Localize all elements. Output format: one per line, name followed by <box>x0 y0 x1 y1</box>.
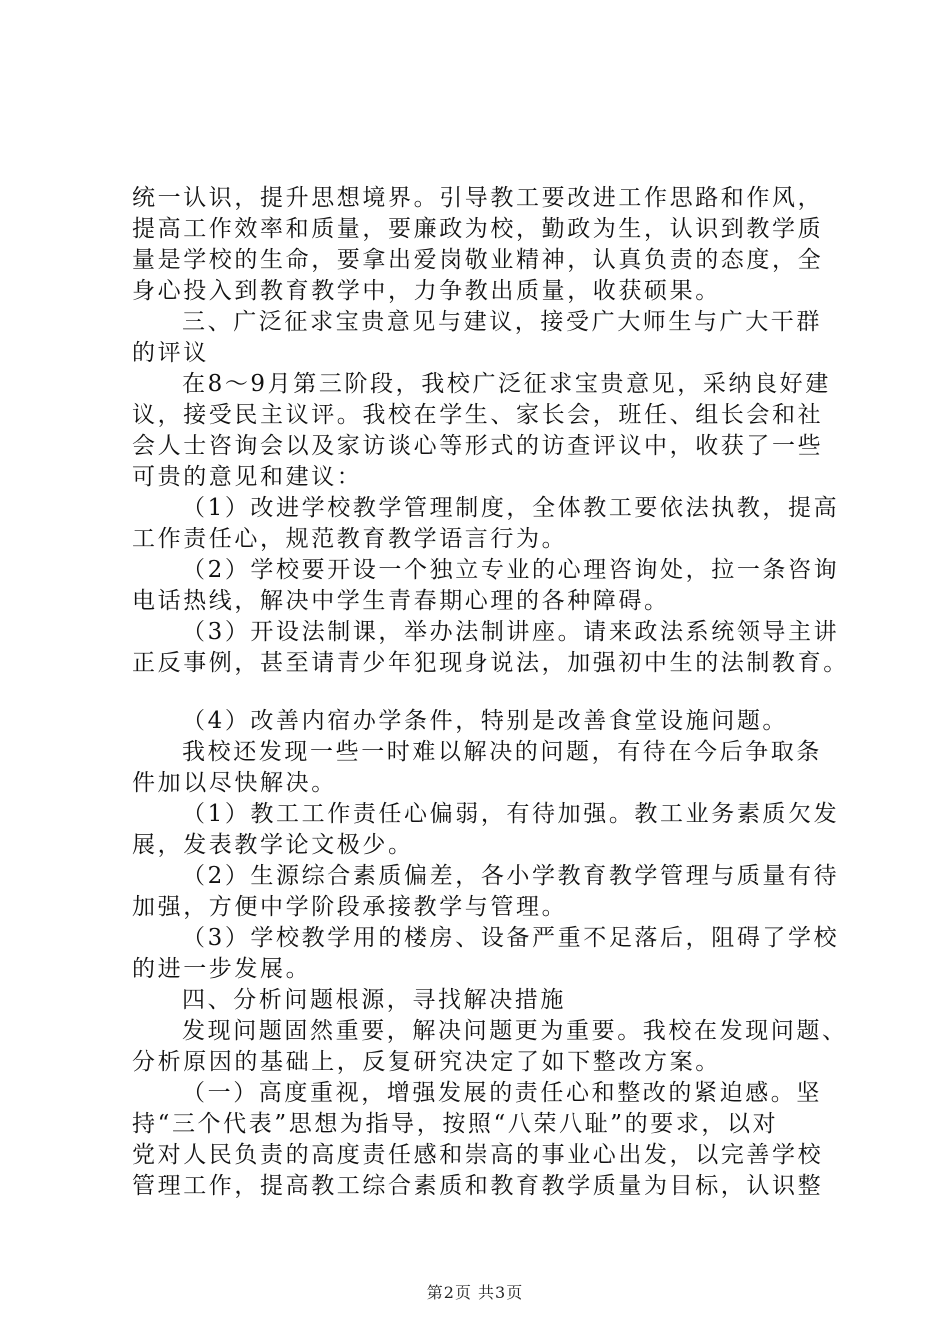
list-item-start: （3）开设法制课，举办法制讲座。请来政法系统领导主讲 <box>182 619 840 645</box>
list-item-start: （4）改善内宿办学条件，特别是改善食堂设施问题。 <box>182 708 789 734</box>
list-item-start: （2）生源综合素质偏差，各小学教育教学管理与质量有待 <box>182 863 840 889</box>
text-line: 正反事例，甚至请青少年犯现身说法，加强初中生的法制教育。 <box>132 650 849 676</box>
page-number-footer: 第2页 共3页 <box>426 1283 524 1302</box>
document-body <box>132 183 852 1202</box>
text-line: 工作责任心，规范教育教学语言行为。 <box>132 526 568 552</box>
list-item-start: （1）教工工作责任心偏弱，有待加强。教工业务素质欠发 <box>182 801 840 827</box>
paragraph-start: （一）高度重视，增强发展的责任心和整改的紧迫感。坚 <box>182 1080 822 1106</box>
text-line: 会人士咨询会以及家访谈心等形式的访查评议中，收获了一些 <box>132 433 824 459</box>
section-heading: 三、广泛征求宝贵意见与建议，接受广大师生与广大干群 <box>182 309 822 335</box>
text-line: 分析原因的基础上，反复研究决定了如下整改方案。 <box>132 1049 721 1075</box>
list-item-start: （1）改进学校教学管理制度，全体教工要依法执教，提高 <box>182 495 840 521</box>
paragraph-start: 我校还发现一些一时难以解决的问题，有待在今后争取条 <box>182 739 822 765</box>
list-item-start: （2）学校要开设一个独立专业的心理咨询处，拉一条咨询 <box>182 557 840 583</box>
text-line: 统一认识，提升思想境界。引导教工要改进工作思路和作风， <box>132 185 824 211</box>
text-line: 持“三个代表”思想为指导，按照“八荣八耻”的要求，以对 <box>132 1111 779 1137</box>
text-line: 管理工作，提高教工综合素质和教育教学质量为目标，认识整 <box>132 1173 824 1199</box>
text-line: 加强，方便中学阶段承接教学与管理。 <box>132 894 568 920</box>
text-line: 议，接受民主议评。我校在学生、家长会，班任、组长会和社 <box>132 402 824 428</box>
text-line: 展，发表教学论文极少。 <box>132 832 414 858</box>
blank-line <box>132 679 852 706</box>
text-line: 提高工作效率和质量，要廉政为校，勤政为生，认识到教学质 <box>132 216 824 242</box>
text-line: 党对人民负责的高度责任感和崇高的事业心出发，以完善学校 <box>132 1142 824 1168</box>
section-heading-continued: 的评议 <box>132 340 209 366</box>
paragraph-start: 在8～9月第三阶段，我校广泛征求宝贵意见，采纳良好建 <box>182 371 831 397</box>
text-line: 可贵的意见和建议： <box>132 464 363 490</box>
text-line: 身心投入到教育教学中，力争教出质量，收获硕果。 <box>132 278 721 304</box>
text-line: 量是学校的生命，要拿出爱岗敬业精神，认真负责的态度，全 <box>132 247 824 273</box>
text-line: 的进一步发展。 <box>132 956 312 982</box>
text-line: 电话热线，解决中学生青春期心理的各种障碍。 <box>132 588 670 614</box>
paragraph-start: 发现问题固然重要，解决问题更为重要。我校在发现问题、 <box>182 1018 848 1044</box>
list-item-start: （3）学校教学用的楼房、设备严重不足落后，阻碍了学校 <box>182 925 840 951</box>
text-line: 件加以尽快解决。 <box>132 770 337 796</box>
section-heading: 四、分析问题根源，寻找解决措施 <box>182 987 566 1013</box>
